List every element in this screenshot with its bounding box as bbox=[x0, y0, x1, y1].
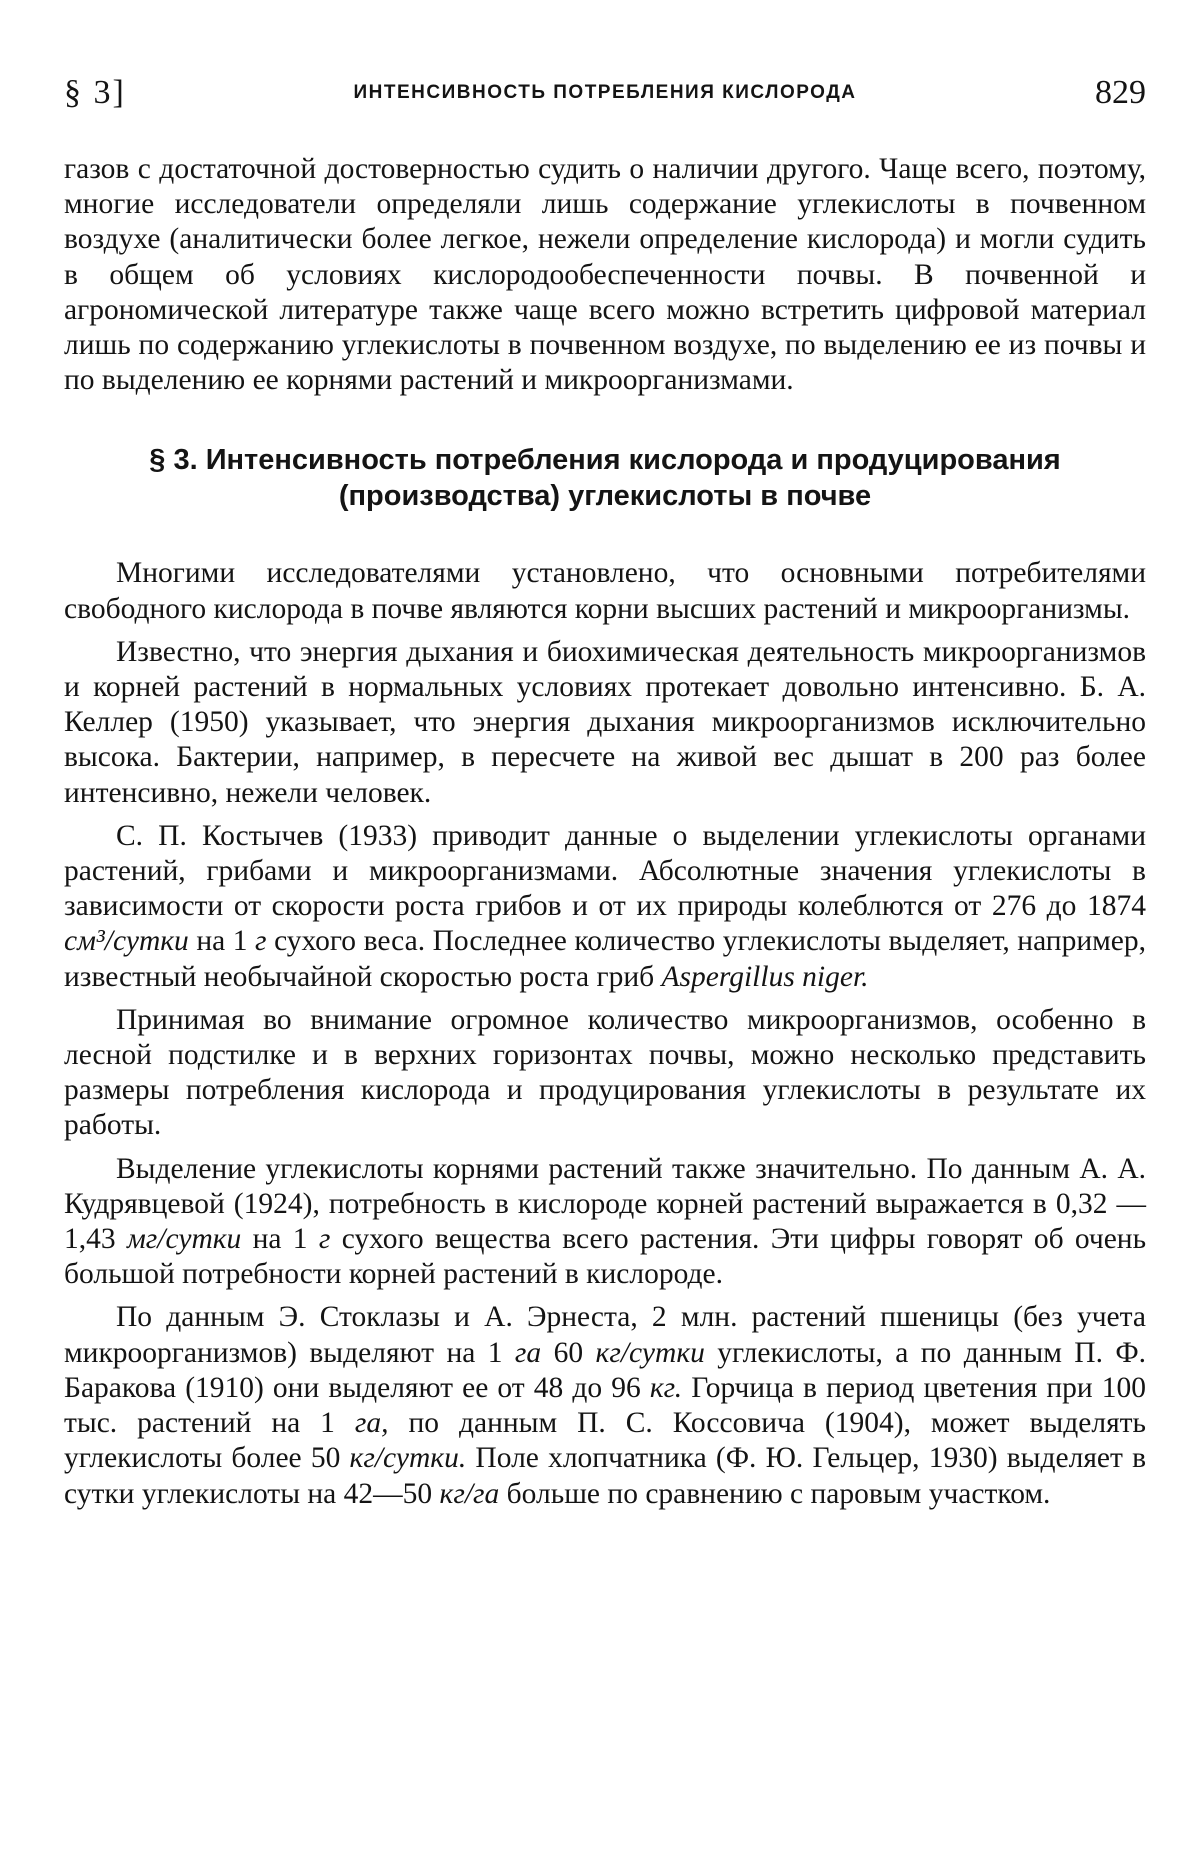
text-run: Выделение углекислоты корнями растений также значительно. По данным А. А. Кудрявцевой (1924), потребность в кислороде корней растений выражается в 0,32 — 1,43 bbox=[64, 1152, 1146, 1256]
unit-label: га bbox=[514, 1336, 542, 1369]
text-run: С. П. Костычев (1933) приводит данные о выделении углекислоты органами растений, грибами и микроорганизмами. Абсолютные значения углекислоты в зависимости от скорости роста грибов и от их природы колеблются от 276 до 1874 bbox=[64, 819, 1146, 923]
unit-label: кг. bbox=[649, 1371, 683, 1404]
unit-label: кг/сутки bbox=[595, 1336, 705, 1369]
page-number: 829 bbox=[1095, 74, 1146, 111]
text-run: 60 bbox=[553, 1336, 584, 1369]
unit-label: га, bbox=[354, 1407, 389, 1440]
text-run: углекислоты, а по данным П. Ф. Баракова (1910) они выделяют ее от 48 до 96 bbox=[64, 1336, 1147, 1404]
paragraph-root-respiration bbox=[64, 1152, 1146, 1293]
text-run: больше по сравнению с паровым участком. bbox=[506, 1477, 1051, 1510]
text-run: сухого вещества всего растения. Эти цифры говорят об очень большой потребности корней растений в кислороде. bbox=[64, 1223, 1147, 1291]
body-text bbox=[64, 152, 1146, 1512]
paragraph-respiration-energy: Известно, что энергия дыхания и биохимическая деятельность микроорганизмов и корней растений в нормальных условиях протекает довольно интенсивно. Б. А. Келлер (1950) указывает, что энергия дыхания микроорганизмов исключительно высока. Бактерии, например, в пересчете на живой вес дышат в 200 раз более интенсивно, нежели человек. bbox=[64, 635, 1146, 809]
running-title: ИНТЕНСИВНОСТЬ ПОТРЕБЛЕНИЯ КИСЛОРОДА bbox=[353, 82, 857, 103]
text-run: сухого веса. Последнее количество углекислоты выделяет, например, известный необычайной скоростью роста гриб bbox=[64, 925, 1146, 993]
text-run: По данным Э. Стоклазы и А. Эрнеста, 2 млн. растений пшеницы (без учета микроорганизмов) выделяют на 1 bbox=[64, 1301, 1146, 1369]
paragraph-kostychev bbox=[64, 819, 1146, 995]
species-name: Aspergillus niger. bbox=[661, 960, 869, 993]
section-heading-line-1: § 3. Интенсивность потребления кислорода и продуцирования bbox=[149, 444, 1061, 477]
unit-label: г bbox=[255, 925, 267, 958]
section-marker: § 3] bbox=[64, 74, 126, 111]
running-head bbox=[64, 74, 1146, 118]
paragraph-continuation: газов с достаточной достоверностью судить о наличии другого. Чаще всего, поэтому, многие исследователи определяли лишь содержание углекислоты в почвенном воздухе (аналитически более легкое, нежели определение кислорода) и могли судить в общем об условиях кислородообеспеченности почвы. В почвенной и агрономической литературе также чаще всего можно встретить цифровой материал лишь по содержанию углекислоты в почвенном воздухе, по выделению ее из почвы и по выделению ее корнями растений и микроорганизмами. bbox=[64, 153, 1146, 397]
unit-label: см³/сутки bbox=[64, 925, 189, 958]
paragraph-microorganisms: Принимая во внимание огромное количество микроорганизмов, особенно в лесной подстилке и в верхних горизонтах почвы, можно несколько представить размеры потребления кислорода и продуцирования углекислоты в результате их работы. bbox=[64, 1003, 1146, 1142]
unit-label: кг/сутки. bbox=[349, 1442, 467, 1475]
unit-label: г bbox=[318, 1223, 331, 1256]
text-run: на 1 bbox=[196, 925, 248, 958]
paragraph-consumers: Многими исследователями установлено, что основными потребителями свободного кислорода в почве являются корни высших растений и микроорганизмы. bbox=[64, 557, 1146, 625]
unit-label: мг/сутки bbox=[126, 1223, 242, 1256]
section-heading bbox=[64, 442, 1146, 514]
text-run: Горчица в период цветения при 100 тыс. растений на 1 bbox=[64, 1371, 1147, 1440]
text-run: по данным П. С. Коссовича (1904), может выделять углекислоты более 50 bbox=[64, 1407, 1146, 1475]
section-heading-line-2: (производства) углекислоты в почве bbox=[338, 480, 872, 513]
unit-label: кг/га bbox=[439, 1477, 500, 1510]
paragraph-field-data bbox=[64, 1300, 1146, 1511]
text-run: на 1 bbox=[252, 1223, 308, 1256]
text-run: Поле хлопчатника (Ф. Ю. Гельцер, 1930) выделяет в сутки углекислоты на 42—50 bbox=[64, 1442, 1146, 1510]
